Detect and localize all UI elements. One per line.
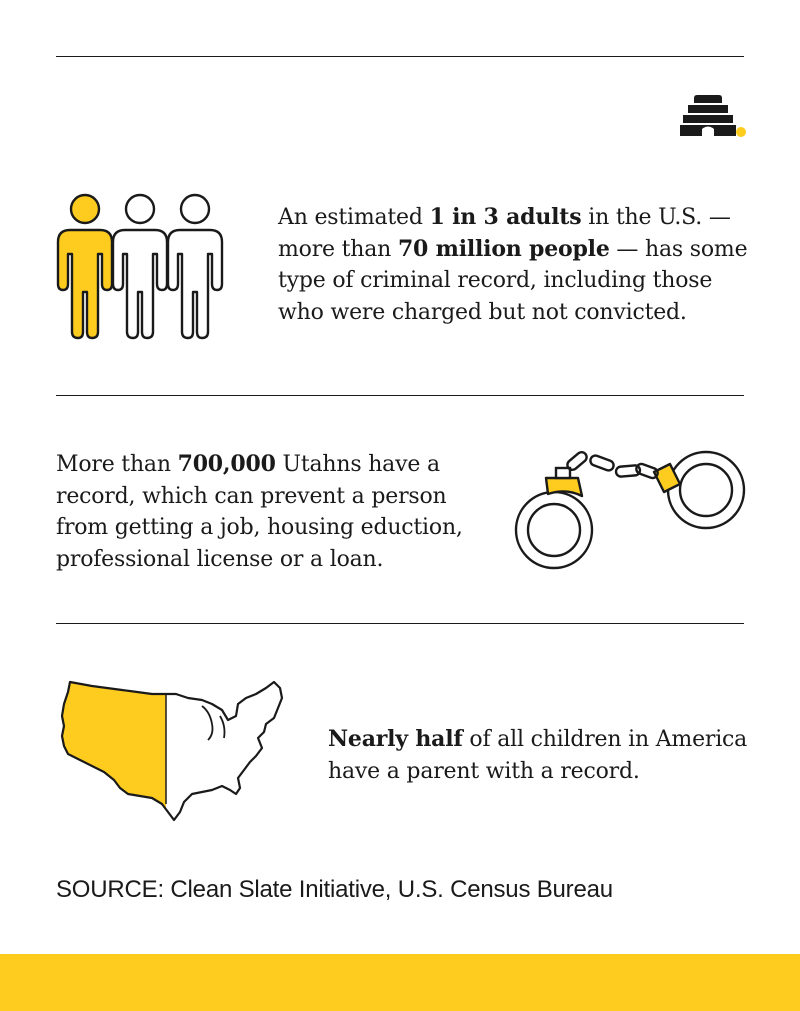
handcuffs-icon	[510, 448, 750, 578]
us-map-icon	[52, 676, 288, 828]
stat-adults-text-3: — has some type of criminal record, including those who were charged but not convicted.	[278, 236, 748, 325]
section-divider-1	[56, 395, 744, 396]
stat-utah-text	[56, 449, 496, 575]
source-citation: SOURCE: Clean Slate Initiative, U.S. Census Bureau	[56, 876, 613, 903]
people-icon	[54, 192, 226, 342]
footer-band	[0, 954, 800, 1011]
stat-adults-text	[278, 202, 758, 328]
beehive-icon	[678, 92, 748, 140]
stat-children-text-1: of all children in America have a parent with a record.	[328, 727, 748, 784]
stat-utah-text-1: More than	[56, 452, 178, 477]
stat-utah-text-2: Utahns have a record, which can prevent a person from getting a job, housing eduction, professional license or a loan.	[56, 452, 463, 572]
stat-children-highlight: Nearly half	[328, 726, 463, 752]
top-divider	[56, 56, 744, 57]
stat-children-text	[328, 724, 768, 787]
section-divider-2	[56, 623, 744, 624]
stat-adults-text-2: in the U.S. — more than	[278, 205, 731, 262]
stat-adults-text-1: An estimated	[278, 205, 430, 230]
stat-utah-highlight-count: 700,000	[177, 451, 276, 477]
stat-adults-highlight-count: 70 million people	[397, 235, 610, 262]
stat-adults-highlight-ratio: 1 in 3 adults	[429, 204, 582, 230]
